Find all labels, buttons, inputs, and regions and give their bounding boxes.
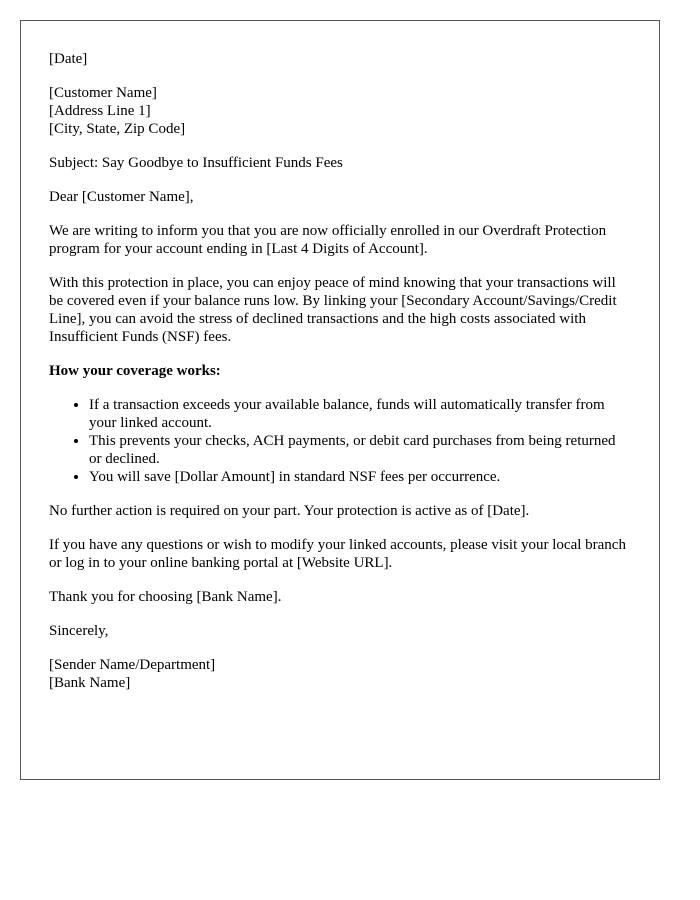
signature-block [49, 656, 631, 692]
coverage-item-prevents: • This prevents your checks, ACH payments, or debit card purchases from being returned or declined. [89, 432, 631, 468]
recipient-address-line1: [Address Line 1] [49, 103, 151, 119]
paragraph-protection-text: With this protection in place, you can enjoy peace of mind knowing that your transactions will be covered even if your balance runs low. By linking your [Secondary Account/Savings/Credit Line], you can avoid the stress of declined transactions and the high costs associated with Insufficient Funds (NSF) fees. [49, 275, 617, 345]
recipient-city-state-zip: [City, State, Zip Code] [49, 121, 186, 137]
coverage-heading: How your coverage works: [49, 363, 221, 379]
letter-date [49, 50, 631, 68]
paragraph-no-action [49, 502, 631, 520]
signature-bank: [Bank Name] [49, 675, 131, 691]
greeting-text: Dear [Customer Name], [49, 189, 194, 205]
coverage-item-transfer: • If a transaction exceeds your available balance, funds will automatically transfer from your linked account. [89, 396, 631, 432]
paragraph-enrolled [49, 222, 631, 258]
paragraph-protection [49, 274, 631, 346]
thanks-text: Thank you for choosing [Bank Name]. [49, 589, 282, 605]
closing-text: Sincerely, [49, 623, 109, 639]
date-text: [Date] [49, 51, 88, 67]
coverage-list [49, 396, 631, 486]
letter-page [20, 20, 660, 780]
letter-subject [49, 154, 631, 172]
recipient-name: [Customer Name] [49, 85, 157, 101]
paragraph-enrolled-text: We are writing to inform you that you are now officially enrolled in our Overdraft Protection program for your account ending in [Last 4 Digits of Account]. [49, 223, 607, 257]
subject-text: Subject: Say Goodbye to Insufficient Funds Fees [49, 155, 343, 171]
paragraph-questions-text: If you have any questions or wish to modify your linked accounts, please visit your local branch or log in to your online banking portal at [Website URL]. [49, 537, 626, 571]
paragraph-no-action-text: No further action is required on your part. Your protection is active as of [Date]. [49, 503, 530, 519]
recipient-address [49, 84, 631, 138]
thanks-line [49, 588, 631, 606]
coverage-item-savings: • You will save [Dollar Amount] in standard NSF fees per occurrence. [89, 468, 631, 486]
closing-line [49, 622, 631, 640]
paragraph-questions [49, 536, 631, 572]
signature-sender: [Sender Name/Department] [49, 657, 216, 673]
letter-greeting [49, 188, 631, 206]
